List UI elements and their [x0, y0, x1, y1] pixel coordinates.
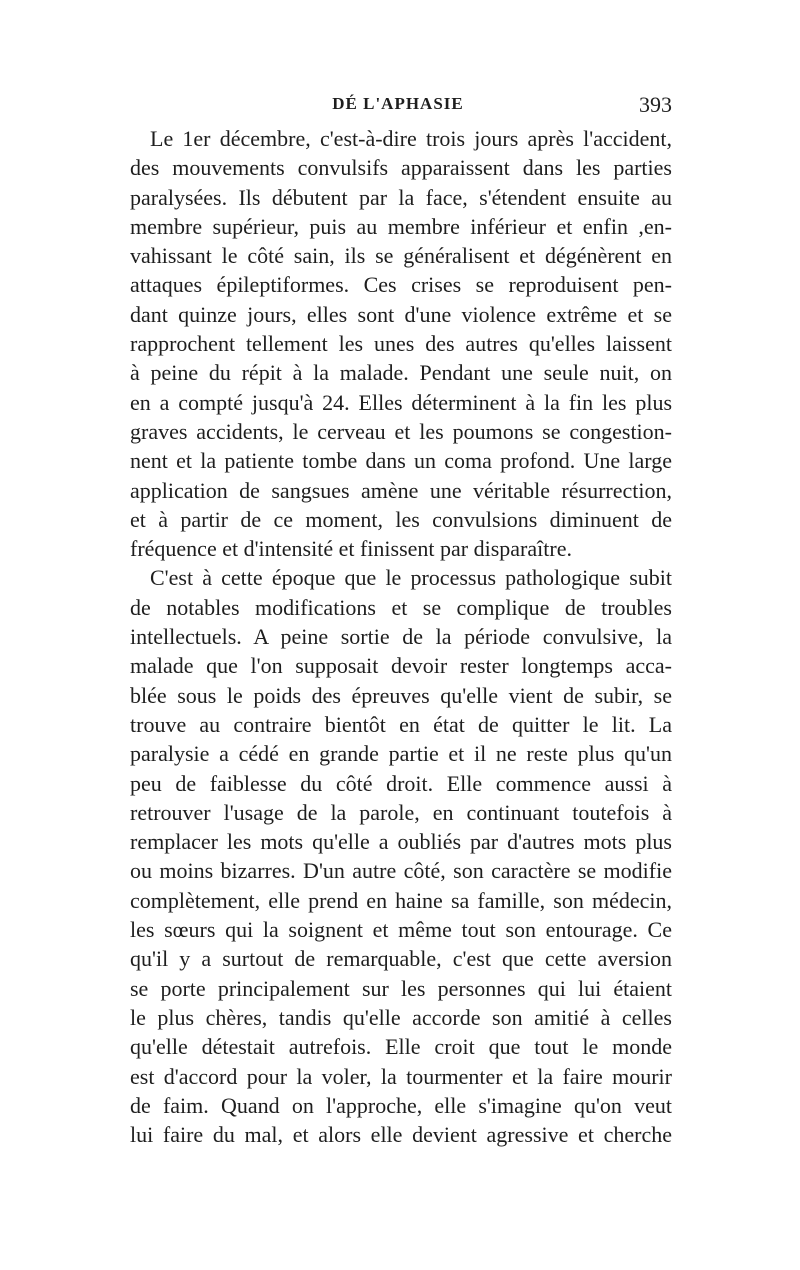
text-line: lui faire du mal, et alors elle devient agressive et cherche [130, 1122, 672, 1148]
text-line: blée sous le poids des épreuves qu'elle vient de subir, se [130, 682, 672, 708]
text-line: qu'il y a surtout de remarquable, c'est que cette aversion [130, 946, 672, 972]
page-header [128, 92, 672, 122]
body-text [130, 124, 672, 1149]
text-line: remplacer les mots qu'elle a oubliés par d'autres mots plus [130, 829, 672, 855]
text-line: des mouvements convulsifs apparaissent dans les parties [130, 155, 672, 181]
text-line: retrouver l'usage de la parole, en continuant toutefois à [130, 799, 672, 825]
text-line: vahissant le côté sain, ils se généralisent et dégénèrent en [130, 243, 672, 269]
text-line: attaques épileptiformes. Ces crises se reproduisent pen- [130, 272, 672, 298]
running-title: DÉ L'APHASIE [332, 94, 464, 113]
page-number: 393 [639, 92, 672, 117]
text-line: ou moins bizarres. D'un autre côté, son caractère se modifie [130, 858, 672, 884]
text-line: qu'elle détestait autrefois. Elle croit que tout le monde [130, 1034, 672, 1060]
text-line: Le 1er décembre, c'est-à-dire trois jours après l'accident, [150, 126, 672, 151]
text-line: paralysie a cédé en grande partie et il ne reste plus qu'un [130, 741, 672, 767]
text-line: complètement, elle prend en haine sa famille, son médecin, [130, 887, 672, 913]
text-line: en a compté jusqu'à 24. Elles déterminent à la fin les plus [130, 389, 672, 415]
text-line: de faim. Quand on l'approche, elle s'imagine qu'on veut [130, 1092, 672, 1118]
text-line: graves accidents, le cerveau et les poumons se congestion- [130, 418, 672, 444]
text-line: et à partir de ce moment, les convulsions diminuent de [130, 506, 672, 532]
text-line: se porte principalement sur les personnes qui lui étaient [130, 975, 672, 1001]
text-line: application de sangsues amène une véritable résurrection, [130, 477, 672, 503]
text-line: peu de faiblesse du côté droit. Elle commence aussi à [130, 770, 672, 796]
text-line: les sœurs qui la soignent et même tout son entourage. Ce [130, 917, 672, 943]
text-line: intellectuels. A peine sortie de la période convulsive, la [130, 624, 672, 650]
text-line: nent et la patiente tombe dans un coma profond. Une large [130, 448, 672, 474]
text-line: dant quinze jours, elles sont d'une violence extrême et se [130, 301, 672, 327]
text-line: de notables modifications et se complique de troubles [130, 594, 672, 620]
text-line: à peine du répit à la malade. Pendant une seule nuit, on [130, 360, 672, 386]
text-line: fréquence et d'intensité et finissent par disparaître. [130, 536, 572, 562]
text-line: paralysées. Ils débutent par la face, s'étendent ensuite au [130, 184, 672, 210]
text-line: malade que l'on supposait devoir rester longtemps acca- [130, 653, 672, 679]
text-line: le plus chères, tandis qu'elle accorde son amitié à celles [130, 1004, 672, 1030]
text-line: rapprochent tellement les unes des autres qu'elles laissent [130, 331, 672, 357]
text-line: trouve au contraire bientôt en état de quitter le lit. La [130, 711, 672, 737]
text-line: membre supérieur, puis au membre inférieur et enfin ,en- [130, 213, 672, 239]
text-line: C'est à cette époque que le processus pathologique subit [150, 565, 672, 591]
text-line: est d'accord pour la voler, la tourmenter et la faire mourir [130, 1063, 672, 1089]
